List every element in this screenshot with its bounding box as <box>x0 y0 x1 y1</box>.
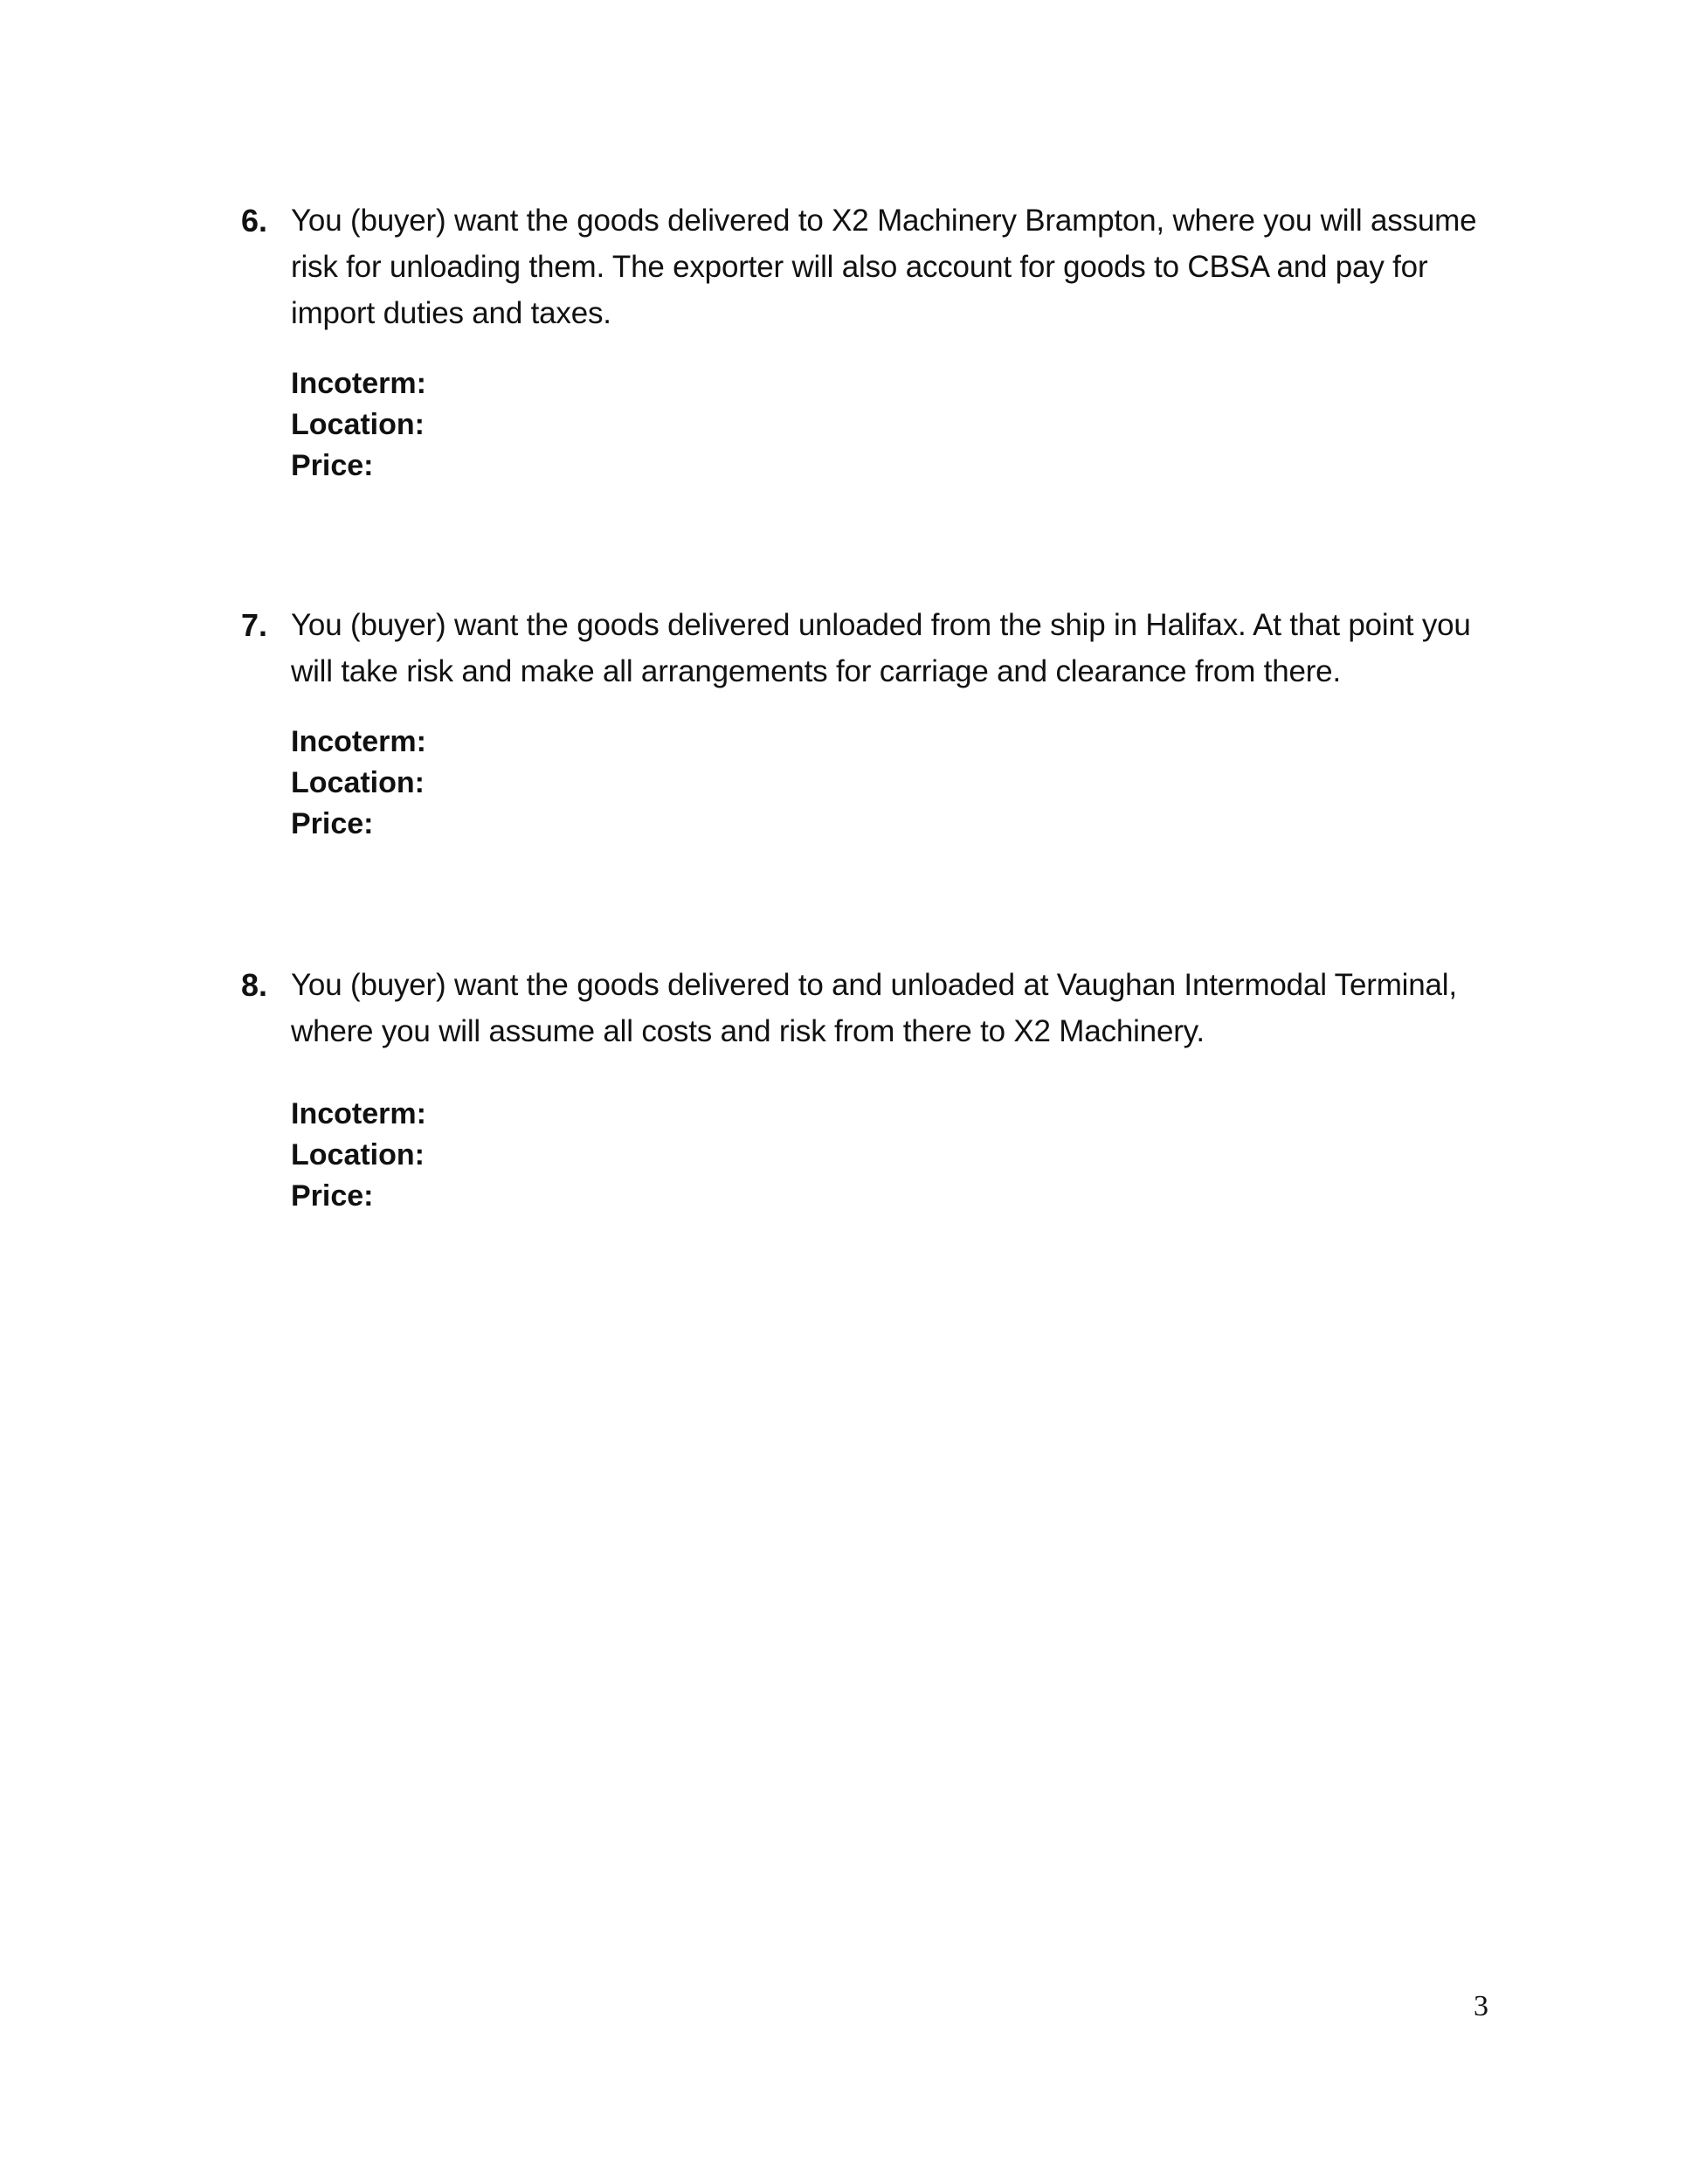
answer-fields <box>291 1094 426 1217</box>
price-label: Price: <box>291 449 374 482</box>
question-text-line: risk for unloading them. The exporter will also account for goods to CBSA and pay for <box>291 250 1428 284</box>
location-label: Location: <box>291 1138 425 1171</box>
answer-fields <box>291 363 426 487</box>
answer-fields <box>291 722 426 845</box>
question-text <box>291 962 1514 1054</box>
question-text-line: where you will assume all costs and risk from there to X2 Machinery. <box>291 1014 1205 1048</box>
question-text-line: You (buyer) want the goods delivered to X2 Machinery Brampton, where you will assume <box>291 204 1477 238</box>
question-text <box>291 602 1514 695</box>
incoterm-label: Incoterm: <box>291 367 426 400</box>
location-label: Location: <box>291 408 425 441</box>
incoterm-label: Incoterm: <box>291 1097 426 1130</box>
question-number: 6. <box>241 203 268 238</box>
location-label: Location: <box>291 766 425 799</box>
question-number: 8. <box>241 967 268 1003</box>
price-label: Price: <box>291 1179 374 1213</box>
question-text-line: You (buyer) want the goods delivered unloaded from the ship in Halifax. At that point you <box>291 608 1471 642</box>
incoterm-label: Incoterm: <box>291 725 426 758</box>
question-text-line: import duties and taxes. <box>291 296 611 330</box>
question-text <box>291 197 1514 336</box>
question-text-line: will take risk and make all arrangements for carriage and clearance from there. <box>291 654 1341 688</box>
price-label: Price: <box>291 807 374 840</box>
question-text-line: You (buyer) want the goods delivered to and unloaded at Vaughan Intermodal Terminal, <box>291 968 1457 1002</box>
page-number: 3 <box>1474 1990 1488 2022</box>
question-number: 7. <box>241 607 268 643</box>
